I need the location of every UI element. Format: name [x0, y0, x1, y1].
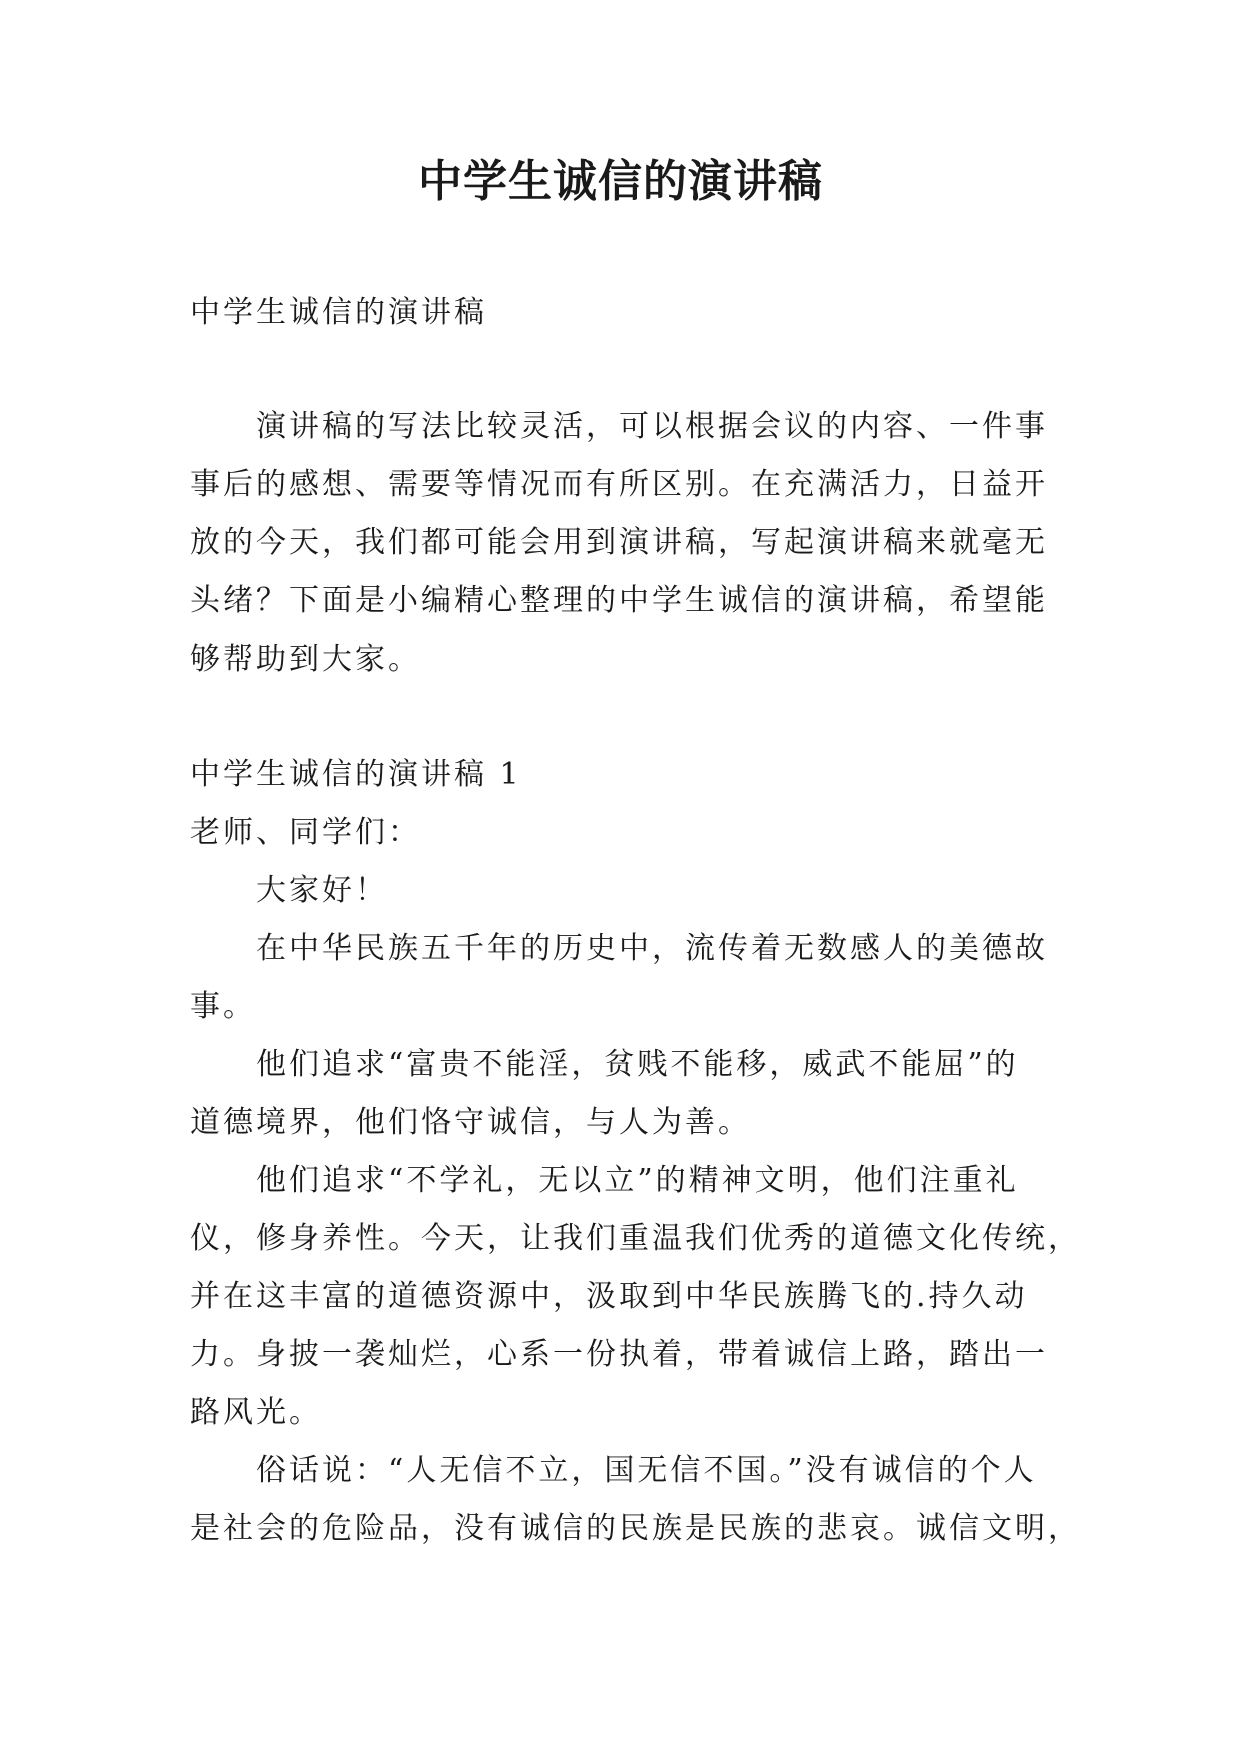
intro-line-3: 放的今天，我们都可能会用到演讲稿，写起演讲稿来就毫无	[190, 525, 1048, 560]
intro-line-4: 头绪？下面是小编精心整理的中学生诚信的演讲稿，希望能	[190, 583, 1048, 618]
body-line-10: 俗话说：“人无信不立，国无信不国。”没有诚信的个人	[256, 1453, 1037, 1488]
intro-line-5: 够帮助到大家。	[190, 642, 421, 677]
body-line-2: 事。	[190, 989, 256, 1024]
body-line-7: 并在这丰富的道德资源中，汲取到中华民族腾飞的.持久动	[190, 1279, 1028, 1314]
subtitle-line: 中学生诚信的演讲稿	[190, 295, 487, 330]
body-line-11: 是社会的危险品，没有诚信的民族是民族的悲哀。诚信文明，	[190, 1511, 1081, 1546]
body-line-3: 他们追求“富贵不能淫，贫贱不能移，威武不能屈”的	[256, 1047, 1019, 1082]
section-heading: 中学生诚信的演讲稿 1	[190, 757, 522, 792]
document-title: 中学生诚信的演讲稿	[418, 156, 823, 207]
body-line-9: 路风光。	[190, 1395, 322, 1430]
body-line-5: 他们追求“不学礼，无以立”的精神文明，他们注重礼	[256, 1163, 1019, 1198]
intro-line-2: 事后的感想、需要等情况而有所区别。在充满活力，日益开	[190, 467, 1048, 502]
greeting-line: 大家好！	[256, 873, 388, 908]
body-line-1: 在中华民族五千年的历史中，流传着无数感人的美德故	[256, 931, 1048, 966]
body-line-4: 道德境界，他们恪守诚信，与人为善。	[190, 1105, 751, 1140]
body-line-8: 力。身披一袭灿烂，心系一份执着，带着诚信上路，踏出一	[190, 1337, 1048, 1372]
body-line-6: 仪，修身养性。今天，让我们重温我们优秀的道德文化传统，	[190, 1221, 1081, 1256]
salutation-line: 老师、同学们：	[190, 815, 421, 850]
intro-line-1: 演讲稿的写法比较灵活，可以根据会议的内容、一件事	[256, 409, 1048, 444]
